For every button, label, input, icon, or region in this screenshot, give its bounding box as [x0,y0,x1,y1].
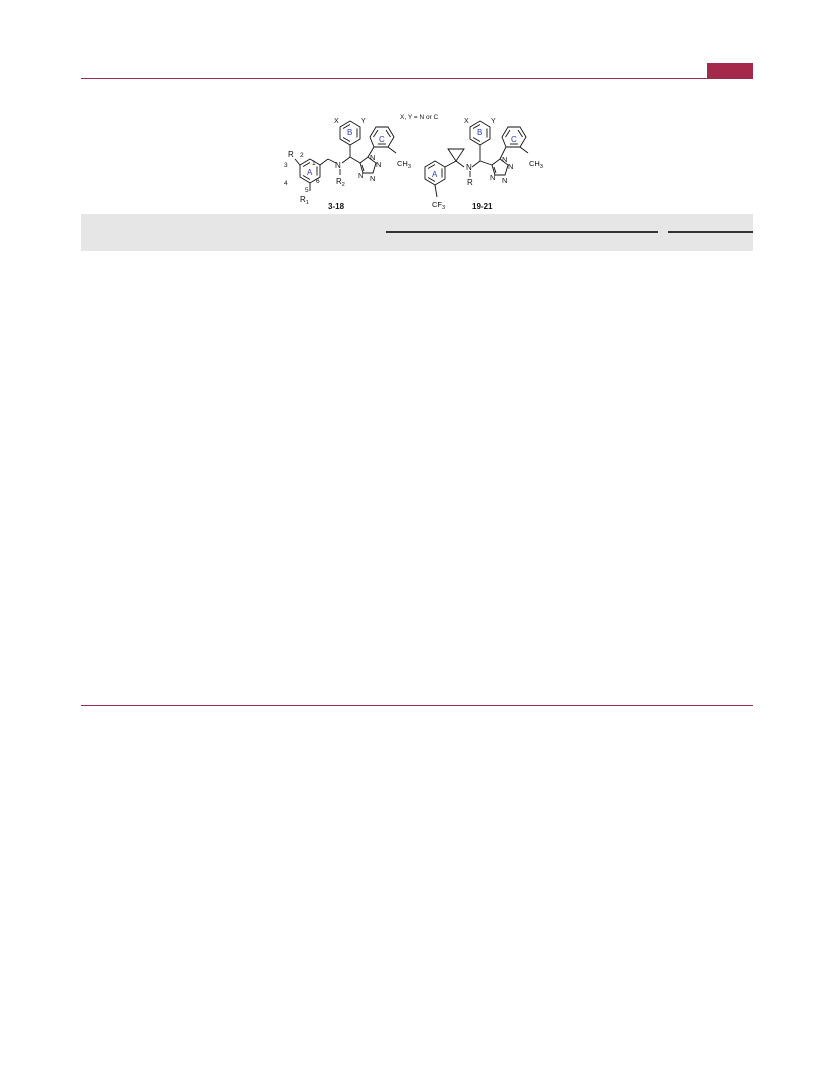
right-ring-c-label: C [511,135,517,144]
left-methyl-subscript: 3 [407,164,411,170]
cyclopropyl [448,149,464,161]
table-spanner-rule-2 [668,231,753,233]
left-pos-4: 4 [284,180,288,187]
left-tetrazole-n2: N [376,160,382,169]
left-r1-subscript: 1 [305,200,309,206]
right-y-label: Y [491,118,496,125]
left-pos-6: 6 [316,178,320,185]
left-tetrazole-n3: N [370,174,376,183]
footer-rule [81,705,753,706]
right-tetrazole-n1: N [502,155,508,164]
header-rule [81,78,753,79]
left-pos-2: 2 [300,152,304,159]
left-ring-b-label: B [347,128,353,137]
right-methyl-subscript: 3 [539,164,543,170]
svg-text:CF3 [432,200,445,211]
right-cf3-subscript: 3 [442,205,446,211]
left-r2-label: R [336,177,342,186]
left-pos-5: 5 [305,187,309,194]
right-ring-b-label: B [477,128,483,137]
left-ring-c-label: C [379,135,385,144]
right-r-label: R [467,178,473,187]
left-r1-label: R [300,195,306,204]
left-tetrazole-n4: N [358,171,364,180]
left-tetrazole-n1: N [370,153,376,162]
svg-text:CH3 [529,159,543,170]
right-ring-a-label: A [432,170,438,179]
svg-text:R1 [300,195,309,206]
svg-text:CH3 [397,159,411,170]
table-spanner-rule-1 [386,231,658,233]
left-y-label: Y [361,118,366,125]
left-ring-a-label: A [307,168,313,177]
right-compound-label: 19-21 [472,202,493,211]
right-tetrazole-n4: N [490,173,496,182]
condition-note: X, Y = N or C [400,114,439,121]
table-header-band [81,214,753,251]
left-n-label: N [335,161,341,170]
left-pos-1: 1 [312,160,316,167]
left-pos-3: 3 [284,162,288,169]
left-r-label: R [288,150,294,159]
right-x-label: X [464,118,469,125]
left-r2-subscript: 2 [341,182,345,188]
right-cf3-label: CF [432,200,442,209]
right-n-label: N [466,163,472,172]
right-tetrazole-n3: N [502,176,508,185]
chemical-scheme [270,105,570,215]
left-x-label: X [334,118,339,125]
right-methyl-label: CH [529,159,540,168]
left-methyl-label: CH [397,159,408,168]
left-compound-label: 3-18 [328,202,345,211]
svg-text:R2 [336,177,345,188]
header-color-tab [707,63,753,78]
right-tetrazole-n2: N [508,162,514,171]
